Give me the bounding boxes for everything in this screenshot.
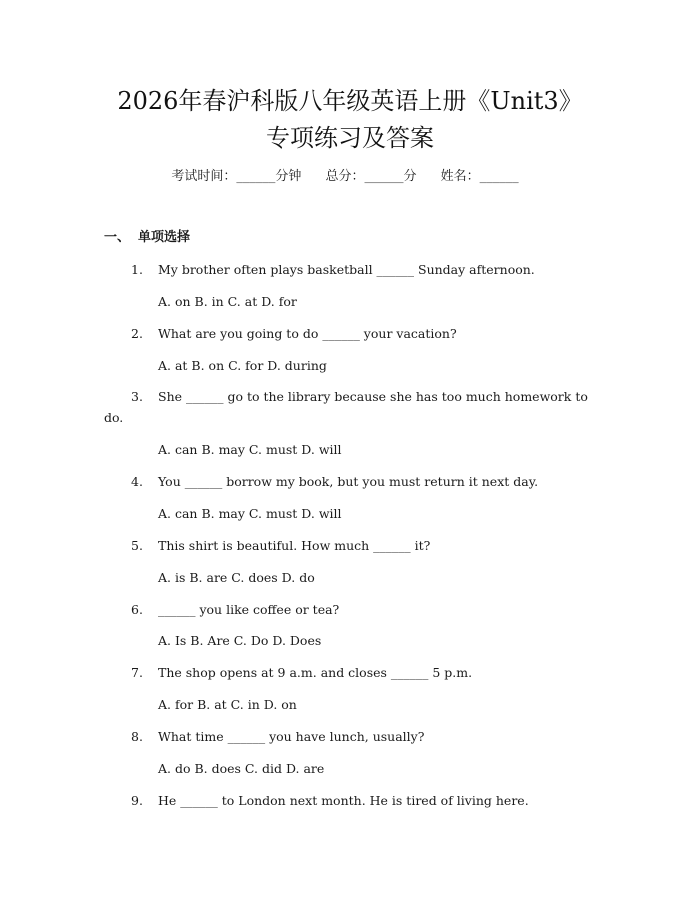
question-1-options: A. on B. in C. at D. for — [158, 294, 297, 309]
question-5 — [104, 535, 594, 556]
question-4 — [104, 471, 594, 492]
question-text: What time ______ you have lunch, usually? — [158, 729, 425, 744]
question-8 — [104, 726, 594, 747]
question-text: The shop opens at 9 a.m. and closes ______ 5 p.m. — [158, 665, 473, 680]
question-4-options: A. can B. may C. must D. will — [158, 506, 342, 521]
question-number: 8. — [131, 729, 143, 744]
question-number: 5. — [131, 538, 143, 553]
question-text: He ______ to London next month. He is tired of living here. — [158, 793, 529, 808]
question-number: 2. — [131, 326, 143, 341]
question-number: 9. — [131, 793, 143, 808]
exam-time-field: 考试时间：______分钟 — [171, 169, 302, 184]
question-number: 1. — [131, 262, 143, 277]
question-2 — [104, 323, 594, 344]
question-number: 3. — [131, 389, 143, 404]
question-number: 6. — [131, 602, 143, 617]
question-5-options: A. is B. are C. does D. do — [158, 570, 315, 585]
question-9 — [104, 790, 594, 811]
question-text: This shirt is beautiful. How much ______ it? — [158, 538, 431, 553]
exam-info-line — [0, 168, 700, 186]
question-3-options: A. can B. may C. must D. will — [158, 442, 342, 457]
section-title: 单项选择 — [138, 230, 191, 245]
total-score-field: 总分：______分 — [325, 169, 417, 184]
student-name-field: 姓名：______ — [440, 169, 519, 184]
question-2-options: A. at B. on C. for D. during — [158, 358, 327, 373]
section-heading — [104, 229, 190, 247]
document-title-line1: 2026年春沪科版八年级英语上册《Unit3》 — [117, 87, 583, 115]
question-8-options: A. do B. does C. did D. are — [158, 761, 325, 776]
question-text: You ______ borrow my book, but you must return it next day. — [158, 474, 539, 489]
question-6 — [104, 599, 594, 620]
section-number: 一、 — [104, 230, 131, 245]
question-text: She ______ go to the library because she has too much homework to do. — [104, 389, 588, 425]
question-3 — [104, 386, 594, 428]
question-7-options: A. for B. at C. in D. on — [158, 697, 297, 712]
question-6-options: A. Is B. Are C. Do D. Does — [158, 633, 322, 648]
question-text: What are you going to do ______ your vacation? — [158, 326, 457, 341]
question-7 — [104, 662, 594, 683]
question-number: 7. — [131, 665, 143, 680]
question-text: ______ you like coffee or tea? — [158, 602, 340, 617]
document-title-line2: 专项练习及答案 — [266, 124, 434, 152]
question-number: 4. — [131, 474, 143, 489]
question-text: My brother often plays basketball ______ Sunday afternoon. — [158, 262, 535, 277]
question-1 — [104, 259, 594, 280]
